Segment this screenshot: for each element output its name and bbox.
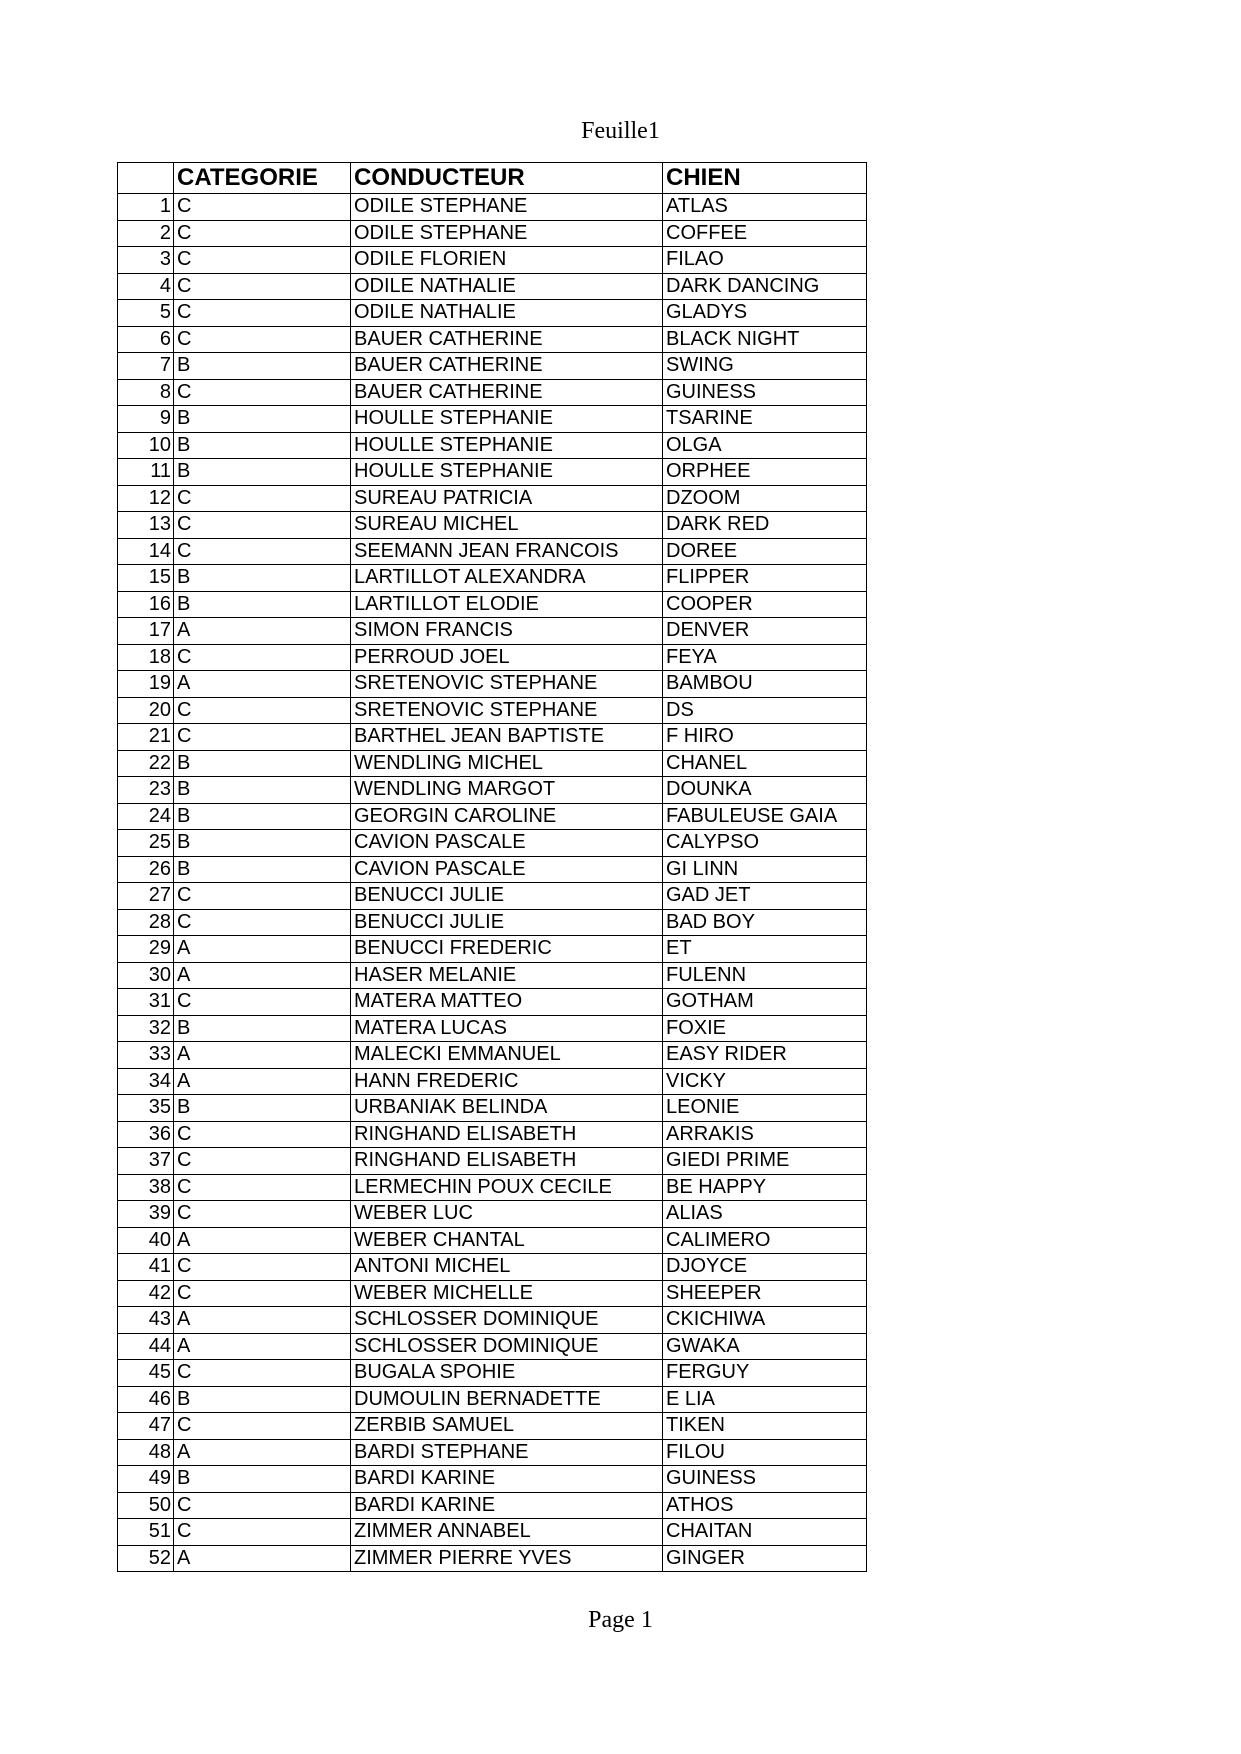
table-row <box>118 591 867 618</box>
table-row <box>118 432 867 459</box>
row-number: 1 <box>118 194 174 221</box>
categorie-cell: C <box>174 1148 351 1175</box>
header-conducteur: CONDUCTEUR <box>351 163 663 194</box>
conducteur-cell: ZIMMER ANNABEL <box>351 1519 663 1546</box>
row-number: 22 <box>118 750 174 777</box>
chien-cell: ORPHEE <box>663 459 867 486</box>
table-row <box>118 644 867 671</box>
chien-cell: GUINESS <box>663 379 867 406</box>
table-row <box>118 512 867 539</box>
chien-cell: ET <box>663 936 867 963</box>
row-number: 6 <box>118 326 174 353</box>
table-row <box>118 1015 867 1042</box>
table-row <box>118 1545 867 1572</box>
chien-cell: GWAKA <box>663 1333 867 1360</box>
chien-cell: DOREE <box>663 538 867 565</box>
conducteur-cell: SUREAU MICHEL <box>351 512 663 539</box>
row-number: 51 <box>118 1519 174 1546</box>
chien-cell: FILAO <box>663 247 867 274</box>
categorie-cell: C <box>174 247 351 274</box>
categorie-cell: B <box>174 750 351 777</box>
conducteur-cell: ODILE NATHALIE <box>351 273 663 300</box>
categorie-cell: B <box>174 591 351 618</box>
conducteur-cell: BARDI KARINE <box>351 1466 663 1493</box>
row-number: 30 <box>118 962 174 989</box>
row-number: 19 <box>118 671 174 698</box>
chien-cell: FEYA <box>663 644 867 671</box>
categorie-cell: C <box>174 1360 351 1387</box>
table-row <box>118 803 867 830</box>
table-row <box>118 1201 867 1228</box>
row-number: 44 <box>118 1333 174 1360</box>
categorie-cell: C <box>174 1254 351 1281</box>
row-number: 29 <box>118 936 174 963</box>
table-row <box>118 273 867 300</box>
conducteur-cell: WEBER LUC <box>351 1201 663 1228</box>
categorie-cell: A <box>174 1545 351 1572</box>
table-row <box>118 1068 867 1095</box>
categorie-cell: A <box>174 936 351 963</box>
chien-cell: EASY RIDER <box>663 1042 867 1069</box>
categorie-cell: C <box>174 1519 351 1546</box>
categorie-cell: C <box>174 883 351 910</box>
row-number: 25 <box>118 830 174 857</box>
chien-cell: ATHOS <box>663 1492 867 1519</box>
conducteur-cell: BAUER CATHERINE <box>351 379 663 406</box>
conducteur-cell: BARTHEL JEAN BAPTISTE <box>351 724 663 751</box>
categorie-cell: C <box>174 1201 351 1228</box>
row-number: 34 <box>118 1068 174 1095</box>
chien-cell: FABULEUSE GAIA <box>663 803 867 830</box>
row-number: 2 <box>118 220 174 247</box>
categorie-cell: C <box>174 644 351 671</box>
table-row <box>118 989 867 1016</box>
row-number: 17 <box>118 618 174 645</box>
row-number: 12 <box>118 485 174 512</box>
chien-cell: GI LINN <box>663 856 867 883</box>
categorie-cell: C <box>174 220 351 247</box>
table-row <box>118 1466 867 1493</box>
categorie-cell: C <box>174 989 351 1016</box>
table-row <box>118 406 867 433</box>
chien-cell: BAMBOU <box>663 671 867 698</box>
table-body <box>118 194 867 1572</box>
conducteur-cell: SIMON FRANCIS <box>351 618 663 645</box>
chien-cell: TIKEN <box>663 1413 867 1440</box>
conducteur-cell: DUMOULIN BERNADETTE <box>351 1386 663 1413</box>
conducteur-cell: PERROUD JOEL <box>351 644 663 671</box>
conducteur-cell: BENUCCI JULIE <box>351 909 663 936</box>
row-number: 16 <box>118 591 174 618</box>
chien-cell: CHAITAN <box>663 1519 867 1546</box>
conducteur-cell: SRETENOVIC STEPHANE <box>351 697 663 724</box>
row-number: 13 <box>118 512 174 539</box>
categorie-cell: B <box>174 777 351 804</box>
table-row <box>118 1280 867 1307</box>
table-row <box>118 777 867 804</box>
row-number: 49 <box>118 1466 174 1493</box>
conducteur-cell: WENDLING MICHEL <box>351 750 663 777</box>
chien-cell: ALIAS <box>663 1201 867 1228</box>
chien-cell: GOTHAM <box>663 989 867 1016</box>
table-row <box>118 1227 867 1254</box>
categorie-cell: B <box>174 565 351 592</box>
categorie-cell: A <box>174 1042 351 1069</box>
conducteur-cell: BUGALA SPOHIE <box>351 1360 663 1387</box>
table-row <box>118 220 867 247</box>
table-row <box>118 1360 867 1387</box>
conducteur-cell: CAVION PASCALE <box>351 856 663 883</box>
chien-cell: BE HAPPY <box>663 1174 867 1201</box>
row-number: 33 <box>118 1042 174 1069</box>
row-number: 21 <box>118 724 174 751</box>
conducteur-cell: BENUCCI FREDERIC <box>351 936 663 963</box>
table-row <box>118 194 867 221</box>
chien-cell: FOXIE <box>663 1015 867 1042</box>
table-row <box>118 1386 867 1413</box>
table-row <box>118 1042 867 1069</box>
conducteur-cell: BAUER CATHERINE <box>351 326 663 353</box>
chien-cell: SHEEPER <box>663 1280 867 1307</box>
categorie-cell: C <box>174 724 351 751</box>
row-number: 23 <box>118 777 174 804</box>
chien-cell: CKICHIWA <box>663 1307 867 1334</box>
categorie-cell: C <box>174 909 351 936</box>
table-row <box>118 353 867 380</box>
table-row <box>118 565 867 592</box>
categorie-cell: C <box>174 1492 351 1519</box>
table-row <box>118 538 867 565</box>
conducteur-cell: MATERA MATTEO <box>351 989 663 1016</box>
row-number: 52 <box>118 1545 174 1572</box>
conducteur-cell: ZIMMER PIERRE YVES <box>351 1545 663 1572</box>
conducteur-cell: ODILE NATHALIE <box>351 300 663 327</box>
chien-cell: COFFEE <box>663 220 867 247</box>
table-row <box>118 962 867 989</box>
table-row <box>118 1174 867 1201</box>
categorie-cell: C <box>174 485 351 512</box>
row-number: 14 <box>118 538 174 565</box>
chien-cell: GUINESS <box>663 1466 867 1493</box>
chien-cell: E LIA <box>663 1386 867 1413</box>
conducteur-cell: HOULLE STEPHANIE <box>351 459 663 486</box>
table-row <box>118 1439 867 1466</box>
conducteur-cell: GEORGIN CAROLINE <box>351 803 663 830</box>
chien-cell: FULENN <box>663 962 867 989</box>
categorie-cell: B <box>174 830 351 857</box>
table-row <box>118 326 867 353</box>
table-row <box>118 485 867 512</box>
table-row <box>118 1333 867 1360</box>
conducteur-cell: SUREAU PATRICIA <box>351 485 663 512</box>
table-row <box>118 1307 867 1334</box>
table-row <box>118 1413 867 1440</box>
conducteur-cell: BENUCCI JULIE <box>351 883 663 910</box>
row-number: 41 <box>118 1254 174 1281</box>
chien-cell: GINGER <box>663 1545 867 1572</box>
categorie-cell: B <box>174 353 351 380</box>
row-number: 31 <box>118 989 174 1016</box>
conducteur-cell: BARDI STEPHANE <box>351 1439 663 1466</box>
table-row <box>118 936 867 963</box>
row-number: 5 <box>118 300 174 327</box>
table-row <box>118 750 867 777</box>
row-number: 4 <box>118 273 174 300</box>
chien-cell: DOUNKA <box>663 777 867 804</box>
sheet-title: Feuille1 <box>581 118 660 144</box>
conducteur-cell: BAUER CATHERINE <box>351 353 663 380</box>
row-number: 9 <box>118 406 174 433</box>
data-table <box>117 162 867 1572</box>
row-number: 38 <box>118 1174 174 1201</box>
row-number: 43 <box>118 1307 174 1334</box>
conducteur-cell: ODILE STEPHANE <box>351 194 663 221</box>
table-row <box>118 883 867 910</box>
conducteur-cell: SCHLOSSER DOMINIQUE <box>351 1307 663 1334</box>
chien-cell: CALIMERO <box>663 1227 867 1254</box>
table-row <box>118 830 867 857</box>
row-number: 28 <box>118 909 174 936</box>
row-number: 18 <box>118 644 174 671</box>
categorie-cell: A <box>174 1307 351 1334</box>
conducteur-cell: MALECKI EMMANUEL <box>351 1042 663 1069</box>
conducteur-cell: SRETENOVIC STEPHANE <box>351 671 663 698</box>
row-number: 42 <box>118 1280 174 1307</box>
conducteur-cell: BARDI KARINE <box>351 1492 663 1519</box>
row-number: 36 <box>118 1121 174 1148</box>
chien-cell: LEONIE <box>663 1095 867 1122</box>
conducteur-cell: WEBER CHANTAL <box>351 1227 663 1254</box>
table-row <box>118 1148 867 1175</box>
conducteur-cell: WEBER MICHELLE <box>351 1280 663 1307</box>
conducteur-cell: HOULLE STEPHANIE <box>351 406 663 433</box>
conducteur-cell: HANN FREDERIC <box>351 1068 663 1095</box>
chien-cell: GIEDI PRIME <box>663 1148 867 1175</box>
categorie-cell: B <box>174 1386 351 1413</box>
row-number: 47 <box>118 1413 174 1440</box>
row-number: 35 <box>118 1095 174 1122</box>
chien-cell: DS <box>663 697 867 724</box>
categorie-cell: C <box>174 1121 351 1148</box>
table-row <box>118 379 867 406</box>
chien-cell: CHANEL <box>663 750 867 777</box>
categorie-cell: B <box>174 1466 351 1493</box>
categorie-cell: B <box>174 803 351 830</box>
categorie-cell: A <box>174 962 351 989</box>
chien-cell: ATLAS <box>663 194 867 221</box>
row-number: 50 <box>118 1492 174 1519</box>
conducteur-cell: ODILE FLORIEN <box>351 247 663 274</box>
row-number: 46 <box>118 1386 174 1413</box>
chien-cell: BLACK NIGHT <box>663 326 867 353</box>
header-chien: CHIEN <box>663 163 867 194</box>
chien-cell: ARRAKIS <box>663 1121 867 1148</box>
table-row <box>118 1121 867 1148</box>
header-row <box>118 163 867 194</box>
table-row <box>118 459 867 486</box>
table-row <box>118 300 867 327</box>
row-number: 24 <box>118 803 174 830</box>
categorie-cell: C <box>174 697 351 724</box>
row-number: 39 <box>118 1201 174 1228</box>
table-row <box>118 247 867 274</box>
table-row <box>118 1095 867 1122</box>
row-number: 3 <box>118 247 174 274</box>
categorie-cell: A <box>174 1439 351 1466</box>
chien-cell: FLIPPER <box>663 565 867 592</box>
conducteur-cell: SCHLOSSER DOMINIQUE <box>351 1333 663 1360</box>
categorie-cell: C <box>174 194 351 221</box>
conducteur-cell: SEEMANN JEAN FRANCOIS <box>351 538 663 565</box>
categorie-cell: A <box>174 618 351 645</box>
row-number: 40 <box>118 1227 174 1254</box>
conducteur-cell: LARTILLOT ALEXANDRA <box>351 565 663 592</box>
table-row <box>118 671 867 698</box>
categorie-cell: B <box>174 459 351 486</box>
chien-cell: F HIRO <box>663 724 867 751</box>
categorie-cell: C <box>174 300 351 327</box>
conducteur-cell: LARTILLOT ELODIE <box>351 591 663 618</box>
conducteur-cell: MATERA LUCAS <box>351 1015 663 1042</box>
conducteur-cell: RINGHAND ELISABETH <box>351 1121 663 1148</box>
conducteur-cell: WENDLING MARGOT <box>351 777 663 804</box>
categorie-cell: C <box>174 512 351 539</box>
categorie-cell: C <box>174 379 351 406</box>
chien-cell: BAD BOY <box>663 909 867 936</box>
conducteur-cell: HASER MELANIE <box>351 962 663 989</box>
chien-cell: COOPER <box>663 591 867 618</box>
categorie-cell: B <box>174 1015 351 1042</box>
categorie-cell: A <box>174 671 351 698</box>
table-row <box>118 856 867 883</box>
conducteur-cell: ANTONI MICHEL <box>351 1254 663 1281</box>
row-number: 45 <box>118 1360 174 1387</box>
conducteur-cell: CAVION PASCALE <box>351 830 663 857</box>
chien-cell: CALYPSO <box>663 830 867 857</box>
categorie-cell: C <box>174 1174 351 1201</box>
categorie-cell: C <box>174 273 351 300</box>
table-row <box>118 697 867 724</box>
categorie-cell: B <box>174 856 351 883</box>
chien-cell: FERGUY <box>663 1360 867 1387</box>
conducteur-cell: LERMECHIN POUX CECILE <box>351 1174 663 1201</box>
table-row <box>118 618 867 645</box>
chien-cell: VICKY <box>663 1068 867 1095</box>
conducteur-cell: ODILE STEPHANE <box>351 220 663 247</box>
chien-cell: DARK DANCING <box>663 273 867 300</box>
categorie-cell: B <box>174 432 351 459</box>
row-number: 11 <box>118 459 174 486</box>
chien-cell: GLADYS <box>663 300 867 327</box>
row-number: 8 <box>118 379 174 406</box>
row-number: 27 <box>118 883 174 910</box>
table-row <box>118 909 867 936</box>
page-number: Page 1 <box>588 1607 653 1633</box>
header-categorie: CATEGORIE <box>174 163 351 194</box>
categorie-cell: C <box>174 538 351 565</box>
row-number: 26 <box>118 856 174 883</box>
table-row <box>118 724 867 751</box>
conducteur-cell: RINGHAND ELISABETH <box>351 1148 663 1175</box>
conducteur-cell: HOULLE STEPHANIE <box>351 432 663 459</box>
chien-cell: FILOU <box>663 1439 867 1466</box>
chien-cell: GAD JET <box>663 883 867 910</box>
categorie-cell: C <box>174 1280 351 1307</box>
table-row <box>118 1254 867 1281</box>
row-number: 10 <box>118 432 174 459</box>
chien-cell: DJOYCE <box>663 1254 867 1281</box>
chien-cell: SWING <box>663 353 867 380</box>
table-row <box>118 1519 867 1546</box>
chien-cell: DENVER <box>663 618 867 645</box>
row-number: 20 <box>118 697 174 724</box>
table-row <box>118 1492 867 1519</box>
categorie-cell: B <box>174 1095 351 1122</box>
categorie-cell: A <box>174 1068 351 1095</box>
categorie-cell: A <box>174 1333 351 1360</box>
categorie-cell: B <box>174 406 351 433</box>
chien-cell: DZOOM <box>663 485 867 512</box>
row-number: 15 <box>118 565 174 592</box>
header-index <box>118 163 174 194</box>
categorie-cell: C <box>174 326 351 353</box>
chien-cell: TSARINE <box>663 406 867 433</box>
row-number: 7 <box>118 353 174 380</box>
categorie-cell: C <box>174 1413 351 1440</box>
row-number: 32 <box>118 1015 174 1042</box>
categorie-cell: A <box>174 1227 351 1254</box>
row-number: 48 <box>118 1439 174 1466</box>
conducteur-cell: URBANIAK BELINDA <box>351 1095 663 1122</box>
chien-cell: DARK RED <box>663 512 867 539</box>
row-number: 37 <box>118 1148 174 1175</box>
chien-cell: OLGA <box>663 432 867 459</box>
conducteur-cell: ZERBIB SAMUEL <box>351 1413 663 1440</box>
